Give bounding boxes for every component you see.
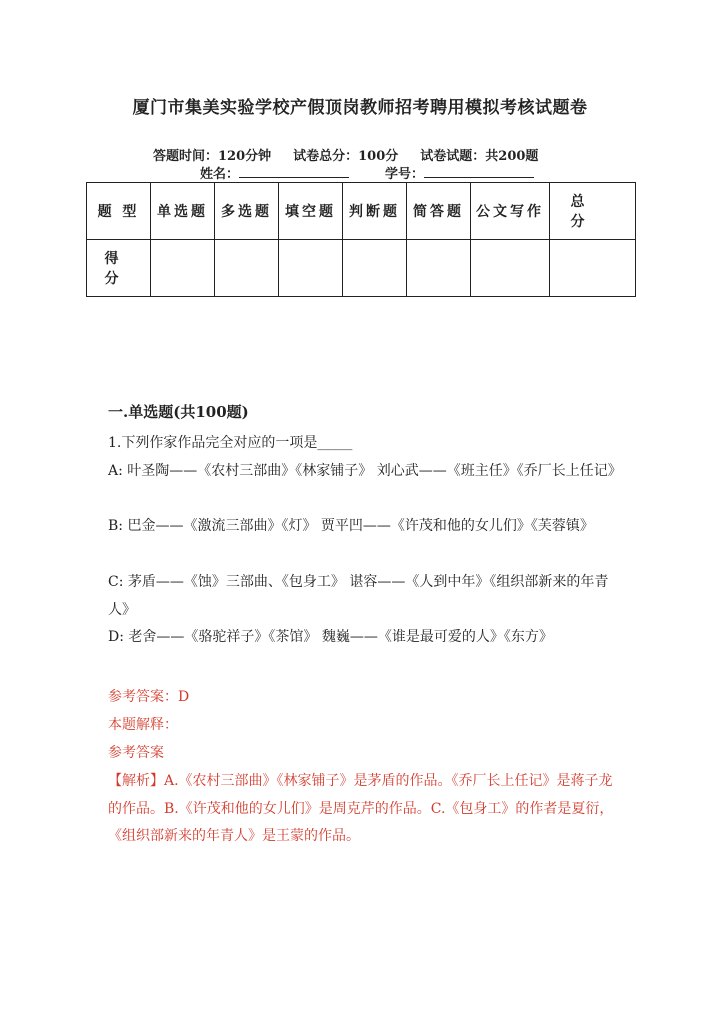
score-cell: [550, 240, 636, 297]
exam-time: 答题时间：120分钟: [153, 149, 272, 164]
explanation-label: 本题解释：: [108, 717, 178, 733]
reference-answer-heading: 参考答案: [108, 745, 164, 761]
score-label: 得 分: [87, 240, 151, 297]
analysis: [108, 768, 620, 851]
score-cell: [215, 240, 279, 297]
exam-question-count: 试卷试题：共200题: [420, 149, 539, 164]
analysis-text: A.《农村三部曲》《林家铺子》是茅盾的作品。《乔厂长上任记》是蒋子龙的作品。B.《许茂和他的女儿们》是周克芹的作品。C.《包身工》的作者是夏衍，《组织部新来的年青人》是王蒙的作品。: [108, 773, 614, 844]
exam-total-score: 试卷总分：100分: [293, 149, 399, 164]
name-blank: [239, 165, 349, 178]
type-short-answer: 简答题: [407, 183, 471, 240]
score-table-header-row: [87, 183, 636, 240]
student-id-blank: [424, 165, 534, 178]
score-cell: [279, 240, 343, 297]
type-single-choice: 单选题: [151, 183, 215, 240]
type-fill-blank: 填空题: [279, 183, 343, 240]
type-multiple-choice: 多选题: [215, 183, 279, 240]
question-type-label: 题 型: [87, 183, 151, 240]
reference-answer: 参考答案：D: [108, 689, 190, 705]
score-table-score-row: [87, 240, 636, 297]
analysis-tag: 【解析】: [108, 773, 164, 789]
score-cell: [471, 240, 550, 297]
score-cell: [151, 240, 215, 297]
option-a: A: 叶圣陶——《农村三部曲》《林家铺子》 刘心武——《班主任》《乔厂长上任记》: [108, 463, 622, 479]
page-title: 厦门市集美实验学校产假顶岗教师招考聘用模拟考核试题卷: [132, 98, 588, 118]
student-info: [200, 163, 534, 182]
total-score-label: 总 分: [550, 183, 636, 240]
type-true-false: 判断题: [343, 183, 407, 240]
name-label: 姓名：: [200, 167, 240, 182]
type-official-writing: 公文写作: [471, 183, 550, 240]
section-title: 一.单选题(共100题): [108, 403, 249, 421]
score-table: [86, 182, 636, 297]
exam-meta: [153, 145, 560, 164]
score-cell: [407, 240, 471, 297]
option-d: D: 老舍——《骆驼祥子》《茶馆》 魏巍——《谁是最可爱的人》《东方》: [108, 629, 553, 645]
question-stem: 1.下列作家作品完全对应的一项是_____: [108, 435, 353, 451]
option-c: C: 茅盾——《蚀》三部曲、《包身工》 谌容——《人到中年》《组织部新来的年青人》: [108, 574, 609, 618]
score-cell: [343, 240, 407, 297]
option-b: B: 巴金——《激流三部曲》《灯》 贾平凹——《许茂和他的女儿们》《芙蓉镇》: [108, 518, 594, 534]
student-id-label: 学号：: [385, 167, 425, 182]
